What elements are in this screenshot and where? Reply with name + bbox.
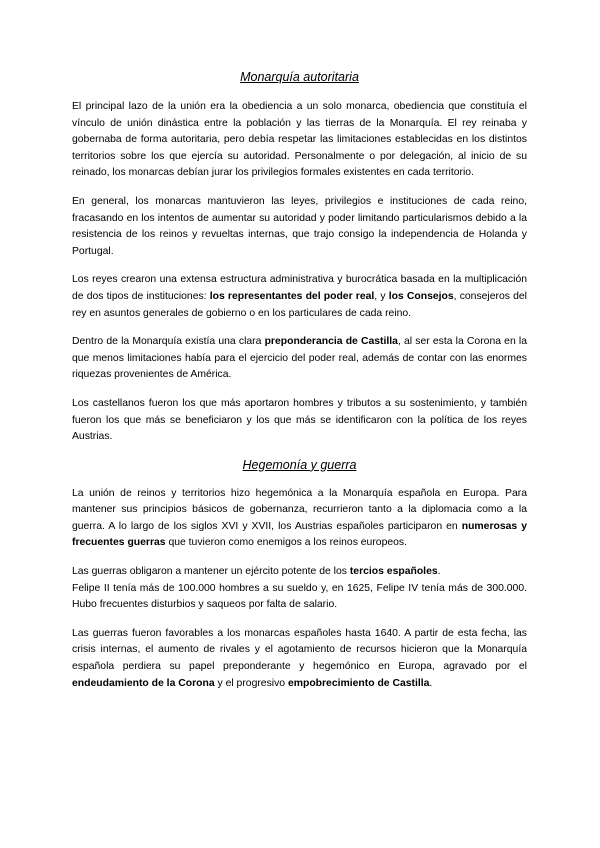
paragraph: Las guerras fueron favorables a los monarcas españoles hasta 1640. A partir de esta fecha, las crisis internas, el aumento de rivales y el agotamiento de recursos hicieron que la Monarquía española perdiera su papel preponderante y hegemónico en Europa, agravado por el endeudamiento de la Corona y el progresivo empobrecimiento de Castilla. (72, 627, 527, 689)
section-heading-hegemonia: Hegemonía y guerra (242, 457, 357, 472)
section-heading-monarquia: Monarquía autoritaria (240, 70, 359, 84)
bold-term: endeudamiento de la Corona (72, 677, 215, 689)
paragraph: En general, los monarcas mantuvieron las leyes, privilegios e instituciones de cada reino, fracasando en los intentos de aumentar su autoridad y poder limitando particularismos debido a la resistencia de los reinos y revueltas internas, que trajo consigo la independencia de Holanda y Portugal. (72, 195, 527, 257)
bold-term: empobrecimiento de Castilla (287, 677, 430, 689)
bold-term: los Consejos (388, 290, 454, 302)
paragraph: Los castellanos fueron los que más aportaron hombres y tributos a su sostenimiento, y también fueron los que más se beneficiaron y los que más se identificaron con la política de los reyes Austrias. (72, 397, 527, 443)
paragraph: Los reyes crearon una extensa estructura administrativa y burocrática basada en la multiplicación de dos tipos de instituciones: los representantes del poder real, y los Consejos, consejeros del rey en asuntos generales de gobierno o en los particulares de cada reino. (72, 274, 527, 319)
paragraph: La unión de reinos y territorios hizo hegemónica a la Monarquía española en Europa. Para mantener sus principios básicos de gobernanza, recurrieron tanto a la diplomacia como a la guerra. A lo largo de los siglos XVI y XVII, los Austrias españoles participaron en numerosas y frecuentes guerras que tuvieron como enemigos a los reinos europeos. (72, 487, 527, 549)
paragraph: El principal lazo de la unión era la obediencia a un solo monarca, obediencia que constituía el vínculo de unión dinástica entre la población y las tierras de la Monarquía. El rey reinaba y gobernaba de forma autoritaria, pero debía respetar las limitaciones establecidas en los distintos territorios sobre los que ejercía su autoridad. Personalmente o por delegación, al inicio de su reinado, los monarcas debían jurar los privilegios formales existentes en cada territorio. (72, 101, 527, 179)
bold-term: numerosas y frecuentes guerras (72, 520, 527, 549)
paragraph: Dentro de la Monarquía existía una clara preponderancia de Castilla, al ser esta la Corona en la que menos limitaciones había para el ejercicio del poder real, además de contar con las enormes riquezas provenientes de América. (72, 336, 527, 381)
bold-term: los representantes del poder real (209, 290, 375, 302)
bold-term: tercios españoles (349, 566, 438, 578)
document-page (72, 70, 527, 692)
bold-term: preponderancia de Castilla (264, 336, 398, 348)
paragraph: Las guerras obligaron a mantener un ejército potente de los tercios españoles. Felipe II tenía más de 100.000 hombres a su sueldo y, en 1625, Felipe IV tenía más de 300.000. Hubo frecuentes disturbios y saqueos por falta de salario. (72, 566, 527, 611)
